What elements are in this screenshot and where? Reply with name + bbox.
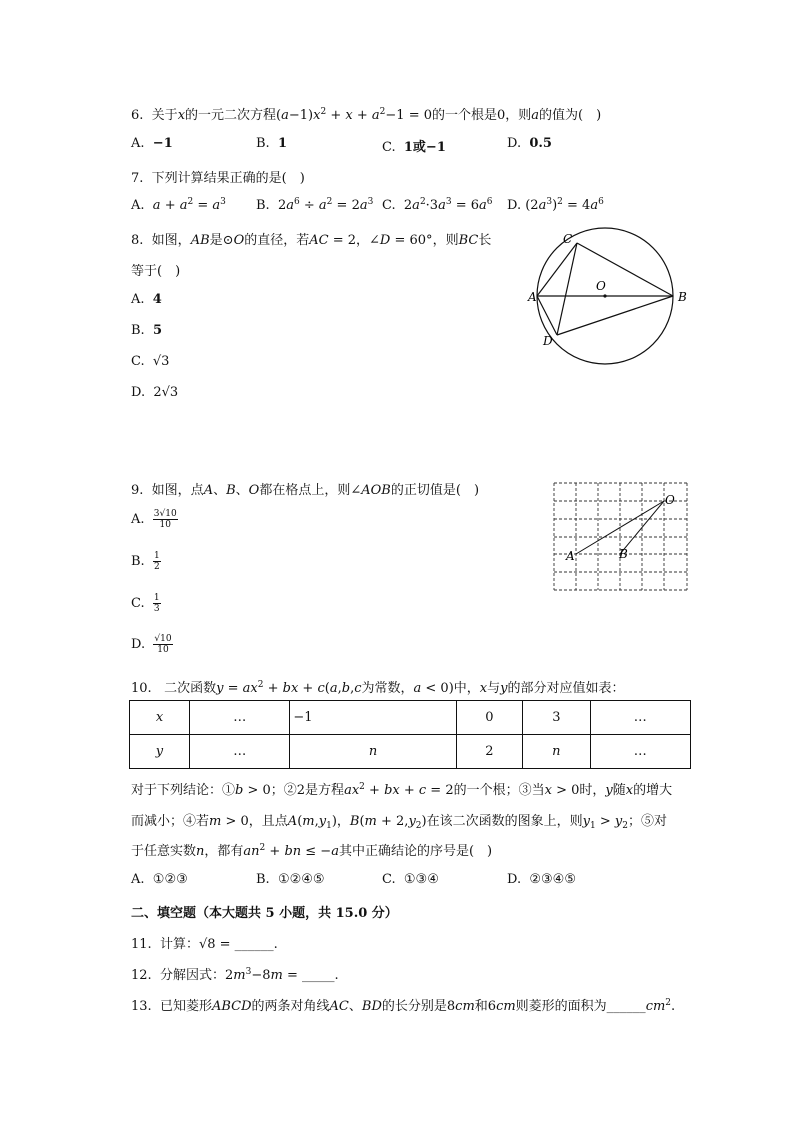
- q8-label-b: B: [678, 290, 687, 304]
- q10-option-b[interactable]: B. ①②④⑤: [256, 872, 325, 887]
- q9-grid-figure: [552, 480, 692, 594]
- q9-label-o: O: [665, 493, 675, 507]
- q8-stem: 8. 如图，AB是⊙O的直径，若AC = 2，∠D = 60°，则BC长: [131, 233, 492, 248]
- q9-option-c[interactable]: C. $\frac{1}{3}$: [131, 593, 160, 614]
- q8-option-b[interactable]: B. 5: [131, 323, 162, 338]
- q9-label-b: B: [619, 547, 628, 561]
- q9-option-d[interactable]: D. $\frac{√10}{10}$: [131, 634, 172, 655]
- table-row: [130, 701, 691, 735]
- q8-chord-cb: [577, 243, 673, 296]
- table-cell: …: [189, 735, 289, 769]
- q6-option-d[interactable]: D. 0.5: [507, 136, 552, 151]
- q7-option-b[interactable]: B. $2a^6 \div a^2 = 2a^3$: [256, 197, 374, 213]
- table-row: [130, 735, 691, 769]
- table-cell: …: [189, 701, 289, 735]
- q7-option-a[interactable]: A. $a + a^2 = a^3$: [131, 197, 226, 213]
- q6-option-a[interactable]: A. −1: [131, 136, 173, 151]
- q8-label-c: C: [563, 232, 573, 246]
- q8-center-dot: [603, 294, 606, 297]
- q8-option-a[interactable]: A. 4: [131, 292, 162, 307]
- q8-circle-figure: [525, 225, 700, 365]
- q9-option-a[interactable]: A. $\frac{3√10}{10}$: [131, 509, 177, 530]
- q8-label-d: D: [543, 334, 553, 348]
- table-cell: n: [523, 735, 590, 769]
- q11-stem: 11. 计算：√8 = ______.: [131, 937, 278, 952]
- table-cell: 3: [523, 701, 590, 735]
- q10-conclusions-line1: 对于下列结论：①b > 0；②2是方程$ax^2$ + bx + c = 2的一个根；③当x > 0时，y随x的增大: [131, 782, 673, 798]
- table-cell: n: [290, 735, 456, 769]
- table-cell: y: [130, 735, 190, 769]
- q10-option-d[interactable]: D. ②③④⑤: [507, 872, 576, 887]
- q6-stem: 6. 关于x的一元二次方程$(a-1)x^2 + x + a^2-1 = 0$的一个根是0，则a的值为( ): [131, 107, 602, 123]
- q9-stem: 9. 如图，点A、B、O都在格点上，则∠AOB的正切值是( ): [131, 483, 480, 498]
- q12-stem: 12. 分解因式：$2m^3-8m$ = _____.: [131, 967, 339, 983]
- table-cell: x: [130, 701, 190, 735]
- q6-option-b[interactable]: B. 1: [256, 136, 287, 151]
- q8-option-c[interactable]: C. √3: [131, 354, 170, 369]
- q10-option-c[interactable]: C. ①③④: [382, 872, 439, 887]
- q7-stem: 7. 下列计算结果正确的是( ): [131, 171, 305, 186]
- q8-option-d[interactable]: D. 2√3: [131, 385, 179, 400]
- table-cell: 0: [456, 701, 523, 735]
- q10-option-a[interactable]: A. ①②③: [131, 872, 188, 887]
- q10-conclusions-line2: 而减小；④若m > 0，且点$A(m,y_1)$，$B(m + 2,y_2)$在该二次函数的图象上，则$y_1 > y_2$；⑤对: [131, 814, 667, 831]
- q6-option-c[interactable]: C. 1或−1: [382, 140, 446, 155]
- q7-option-c[interactable]: C. $2a^2\cdot 3a^3 = 6a^6$: [382, 197, 493, 213]
- q8-stem-cont: 等于( ): [131, 264, 181, 279]
- table-cell: −1: [290, 701, 456, 735]
- q7-option-d[interactable]: D. $(2a^3)^2 = 4a^6$: [507, 197, 604, 213]
- q10-stem: 10. 二次函数$y = ax^2$ + bx + c(a,b,c为常数，a < 0)中，x与y的部分对应值如表：: [131, 680, 625, 696]
- q8-chord-db: [557, 296, 673, 335]
- q8-label-a: A: [528, 290, 537, 304]
- table-cell: …: [590, 701, 691, 735]
- q13-stem: 13. 已知菱形ABCD的两条对角线AC、BD的长分别是8cm和6cm则菱形的面积为$\_\_\_\_\_\_cm^2$.: [131, 998, 676, 1014]
- q10-conclusions-line3: 于任意实数n，都有$an^2$ + bn ≤ −a其中正确结论的序号是( ): [131, 843, 493, 859]
- table-cell: …: [590, 735, 691, 769]
- q10-value-table: [129, 700, 691, 769]
- q8-label-o: O: [596, 279, 606, 293]
- section-fill-in-title: 二、填空题（本大题共 5 小题，共 15.0 分）: [131, 906, 398, 921]
- table-cell: 2: [456, 735, 523, 769]
- q9-label-a: A: [566, 549, 575, 563]
- q9-option-b[interactable]: B. $\frac{1}{2}$: [131, 551, 160, 572]
